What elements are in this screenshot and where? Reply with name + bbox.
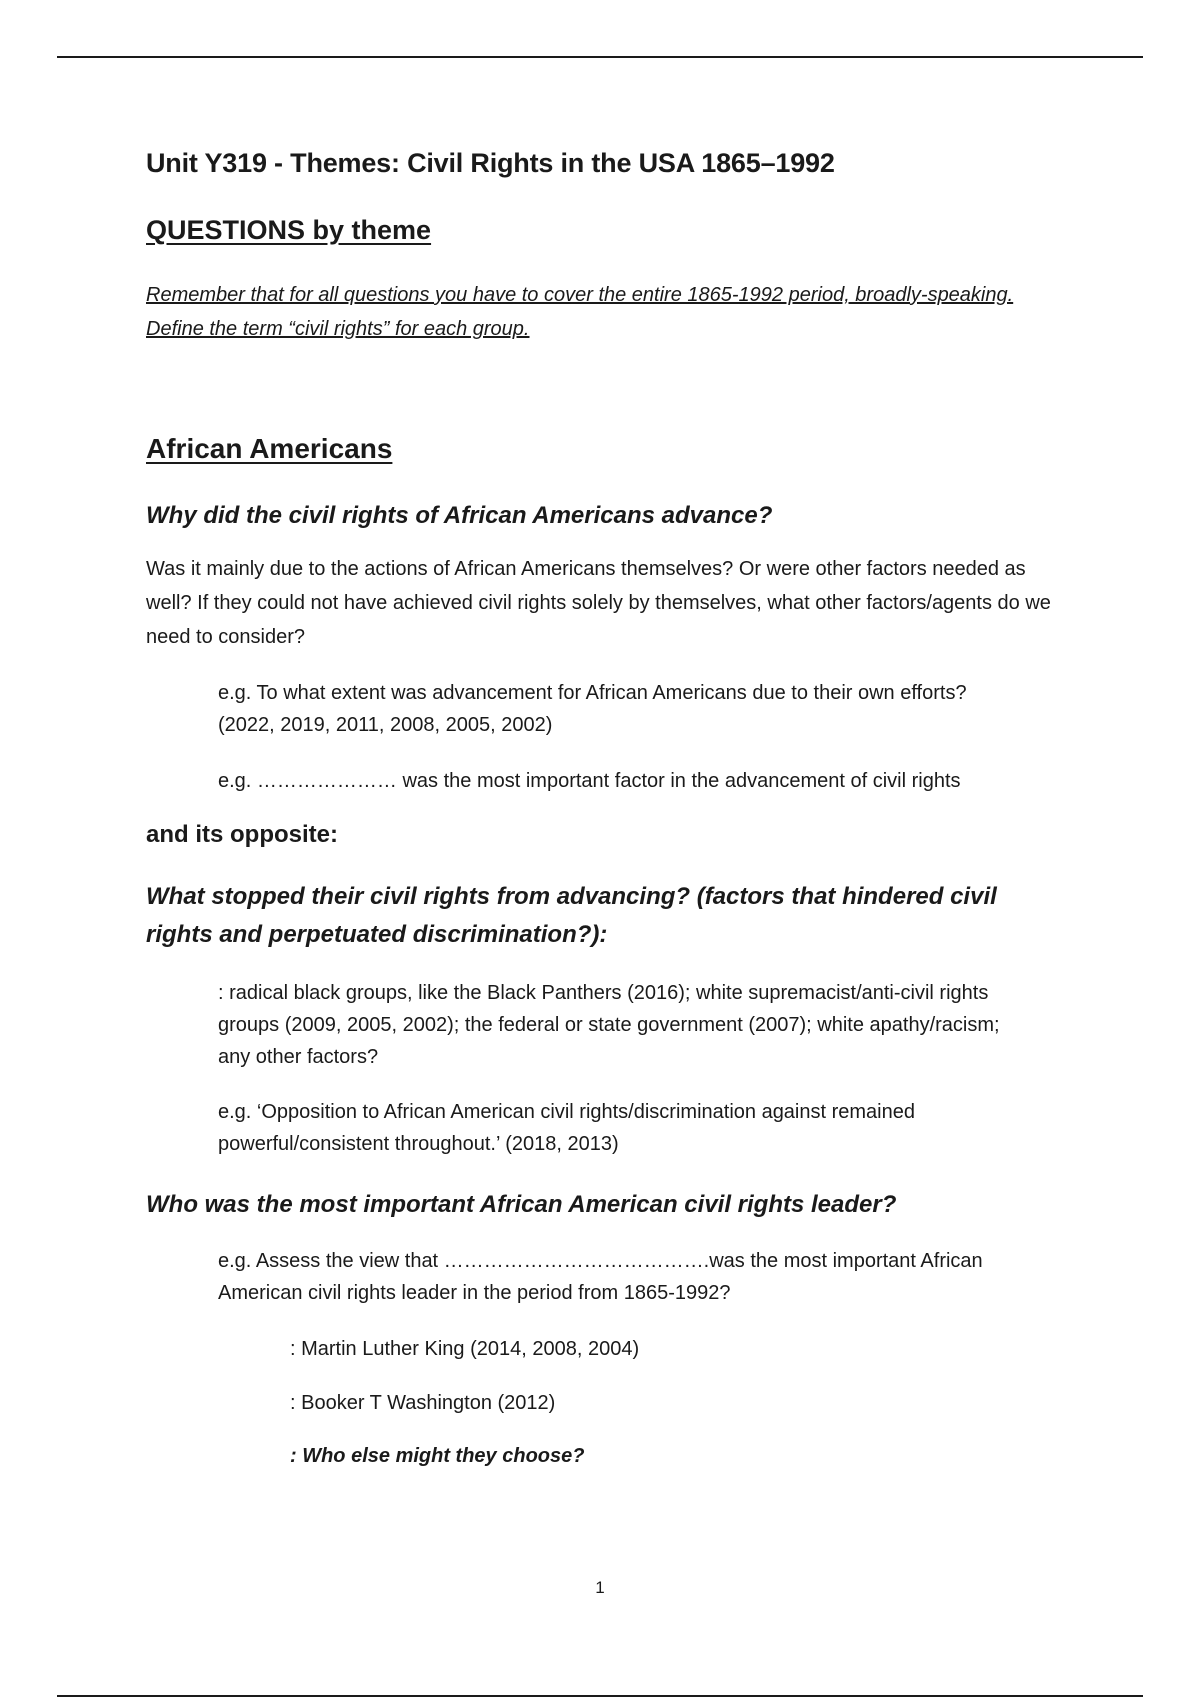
example-leader: e.g. Assess the view that ………………………………….was the most important African American civil rights leader in the period from 1865-1992? [218,1250,983,1304]
footer-rule [57,1695,1143,1697]
leader-item: : Martin Luther King (2014, 2008, 2004) [290,1338,640,1360]
section-heading-african-americans: African Americans [146,433,393,464]
intro-paragraph: Was it mainly due to the actions of African Americans themselves? Or were other factors needed as well? If they could not have achieved civil rights solely by themselves, what other factors/agents do we need to consider? [146,558,1051,648]
hindering-factors: : radical black groups, like the Black Panthers (2016); white supremacist/anti-civil rights groups (2009, 2005, 2002); the federal or state government (2007); white apathy/racism; any other factors? [218,982,1000,1068]
question-heading-hindered: What stopped their civil rights from advancing? (factors that hindered civil rights and perpetuated discrimination?): [146,883,997,948]
leader-item: : Booker T Washington (2012) [290,1392,556,1414]
questions-title: QUESTIONS by theme [146,215,432,245]
question-heading-advance: Why did the civil rights of African Americans advance? [146,502,773,529]
example-opposition: e.g. ‘Opposition to African American civil rights/discrimination against remained powerful/consistent throughout.’ (2018, 2013) [218,1101,915,1155]
leader-item: : Who else might they choose? [290,1445,585,1467]
opposite-label: and its opposite: [146,821,338,848]
reminder-note: Remember that for all questions you have to cover the entire 1865-1992 period, broadly-speaking. Define the term “civil rights” for each group. [146,284,1014,340]
example-own-efforts: e.g. To what extent was advancement for African Americans due to their own efforts? (2022, 2019, 2011, 2008, 2005, 2002) [218,682,967,736]
question-heading-leader: Who was the most important African American civil rights leader? [146,1191,897,1218]
unit-title: Unit Y319 - Themes: Civil Rights in the USA 1865–1992 [146,148,835,178]
example-important-factor: e.g. ………………… was the most important factor in the advancement of civil rights [218,770,961,792]
page-number: 1 [595,1578,605,1597]
header-rule [57,56,1143,58]
